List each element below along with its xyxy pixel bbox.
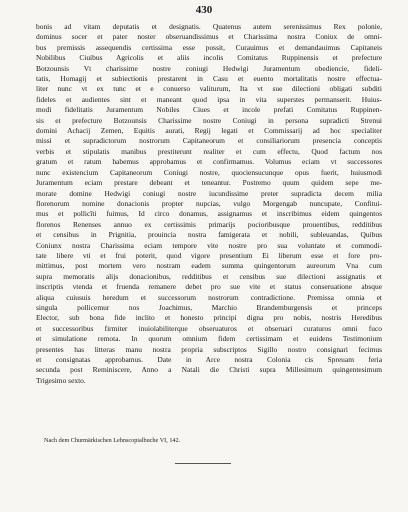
text-line: Nobilibus Ciuibus Agricolis et aliis incolis Comitatus Ruppinensis et prefecture <box>36 53 382 63</box>
text-line: missi et supradictorum nostrorum Capitaneorum et consiliariorum presencia conceptis <box>36 136 382 146</box>
text-line: Juramentum eciam prestare debeant et teneantur. Postremo quum quidem sepe me- <box>36 178 382 188</box>
text-line: mittimus, post mortem vero nostram eadem summa quingentorum aureorum Vna cum <box>36 261 382 271</box>
text-line: supra memoratis alijs donacionibus, redditibus et censibus sue dilectioni assignatis et <box>36 271 382 281</box>
text-line: Botzounsis Vt charissime nostre coniugi Hedwigi Juramentum obediencie, fideli- <box>36 63 382 73</box>
text-line: et censibus in Prignitia, prouincia nostra famigerata et nobili, subleuandas, Quibus <box>36 230 382 240</box>
text-line: domini Achacij Zemen, Equitis aurati, Regij legati et Commissarij ad hoc specialiter <box>36 126 382 136</box>
text-line: dominus socer et pater noster obseruandissimus et Charissima nostra Coniux de omni- <box>36 32 382 42</box>
page-number: 430 <box>195 4 213 16</box>
text-line: presentes has litteras manu nostra propria subscriptos Sigillo nostro consignari fecimus <box>36 344 382 354</box>
text-line: tatis, Homagij et subiectionis prestarent in Casu et euento mortalitatis nostre effectua- <box>36 74 382 84</box>
text-line: inscriptis vtenda et fruenda remanere debet pro sue vite et status conseruatione absque <box>36 282 382 292</box>
text-line: Elector, sub bona fide inclito et honesto principi digna pro nobis, nostris Heredibus <box>36 313 382 323</box>
text-line: mus et pollicīti fuimus, Id circo donamus, assignamus et inscribimus eidem quingentos <box>36 209 382 219</box>
text-line: liter nunc vt ex tunc et e conuerso valiturum, Ita vt sue dilectioni obligati subditi <box>36 84 382 94</box>
text-line: singula pollicemur nos Joachimus, Marchio Brandemburgensis et princeps <box>36 302 382 312</box>
text-line: et simulatione remota. In quorum omnium fidem certissimam et euidens Testimonium <box>36 334 382 344</box>
text-line: modi fidelitatis Juramentum Nobiles Ciues et incole prefati Comitatus Ruppinen- <box>36 105 382 115</box>
text-line: bus premissis assequendis certissima esse possit, Curauimus et demandauimus Capitaneis <box>36 42 382 52</box>
text-line: verbis et stipulatis manibus prestiterunt realiter et cum effectu, Quod factum nos <box>36 146 382 156</box>
text-line: secunda post Reminiscere, Anno a Natali die Christi supra Millesimum quingentesimum <box>36 365 382 375</box>
footer-rule <box>175 463 231 464</box>
text-line: bonis ad vitam deputatis et designatis. Quatenus autem serenissimus Rex polonie, <box>36 22 382 31</box>
text-line: morate domine Hedwigi coniugi nostre iucundissime preter supradicta decem milia <box>36 188 382 198</box>
text-line: et successoribus firmiter inuiolabiliterque obseruaturos et obseruari curaturos omni fuco <box>36 323 382 333</box>
text-line: nunc existencium Capitaneorum Coniugi nostre, quociensucunque opus fuerit, huiusmodi <box>36 167 382 177</box>
source-note: Nach dem Churmärkischen Lehnscopialbuche VI, 142. <box>44 437 181 444</box>
text-line: florenos Renenses annuo ex certissimis primarijs pocioribusque prouentibus, redditibus <box>36 219 382 229</box>
text-line: florenorum nomine donacionis propter nupcias, vulgo Morgengab nuncupate, Confitui- <box>36 198 382 208</box>
text-line: Coniunx nostra Charissima eciam tempore vite nostre pro sua voluntate et commodi- <box>36 240 382 250</box>
text-line: tate libere vti et frui poterit, quod vigore presentium Ei liberum esse et fore pro- <box>36 250 382 260</box>
text-line: Trigesimo sexto. <box>36 375 86 385</box>
text-line: gratum et ratum habemus approbamus et confirmamus. Volumus eciam vt successores <box>36 157 382 167</box>
text-line: aliqua cuiusuis heredum et successorum nostrorum contradictione. Premissa omnia et <box>36 292 382 302</box>
text-line: fideles et audientes sint et maneant quod ipsa in vita superstes permanserit. Huius- <box>36 94 382 104</box>
text-line: sis et prefecture Botzounsis Charissime nostre Coniugi in persona supradicti Strenui <box>36 115 382 125</box>
body-text <box>36 22 382 386</box>
text-line: et consignatas approbamus. Date in Arce nostra Colonia cis Spreuam feria <box>36 355 382 364</box>
